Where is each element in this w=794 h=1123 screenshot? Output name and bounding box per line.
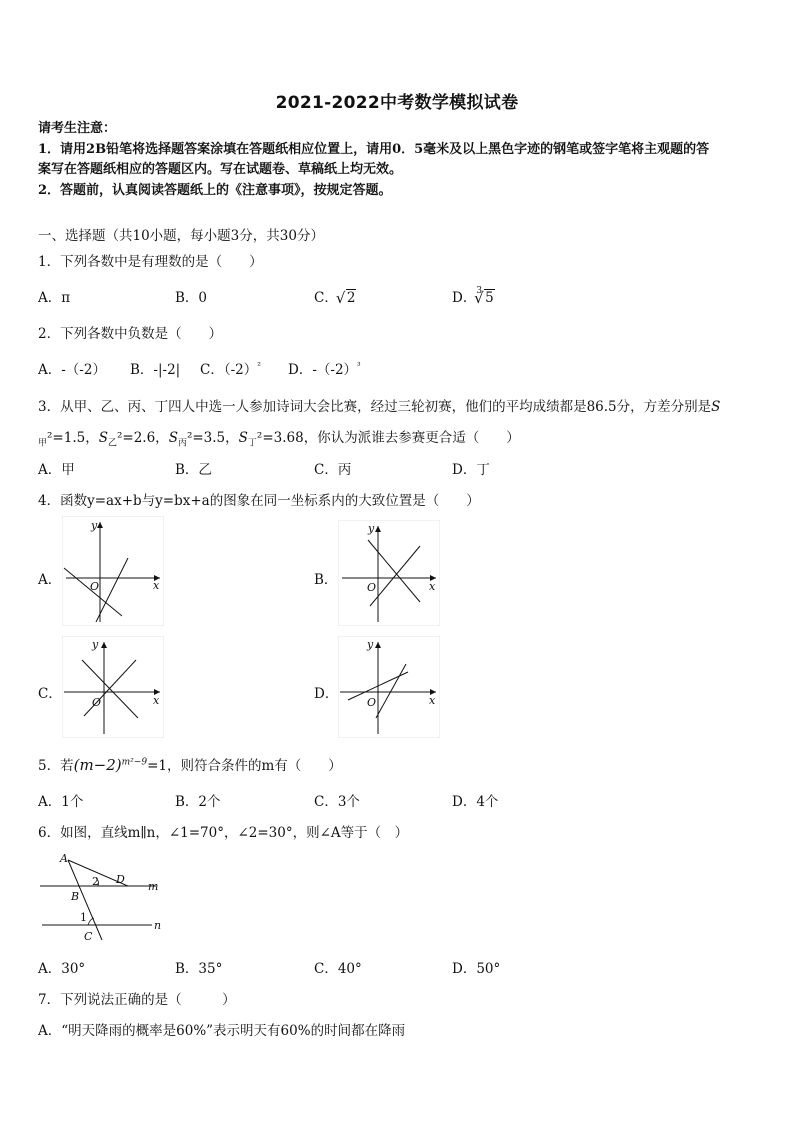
q6-option-d: D．50° [452, 961, 501, 977]
question-7-stem: 7．下列说法正确的是（ ） [38, 992, 236, 1008]
power-exponent: m²−9 [121, 757, 148, 768]
question-3-stem-a: 3．从甲、乙、丙、丁四人中选一人参加诗词大会比赛，经过三轮初赛，他们的平均成绩都是86.5分，方差分别是S [38, 399, 721, 415]
q5-option-c: C．3个 [314, 794, 360, 810]
q1-option-d [452, 286, 495, 306]
angle-2-label: 2 [92, 875, 99, 888]
cube-root-5: √ 5 [476, 290, 495, 306]
q4-graph-b [338, 520, 440, 626]
q3-option-b: B．乙 [175, 462, 212, 478]
q4-label-b: B． [314, 572, 338, 588]
q6-option-b: B．35° [175, 961, 223, 977]
x-axis-label: x [153, 694, 160, 707]
point-a-label: A [60, 852, 68, 865]
origin-label: O [92, 696, 102, 709]
q4-label-c: C． [38, 686, 62, 702]
q1-option-c [314, 286, 356, 306]
q4-graph-c [62, 636, 164, 738]
notice-line-2: 2．答题前，认真阅读答题纸上的《注意事项》，按规定答题。 [38, 183, 392, 198]
point-c-label: C [84, 930, 93, 943]
question-3-stem-b: $_甲$²=1.5，$S_乙^2=2.6$，$S_丙^2=3.5$，$S_丁^2=3.68$，你认为派谁去参赛更合适（ ） [38, 430, 520, 449]
x-axis-label: x [429, 694, 436, 707]
page-title: 2021-2022中考数学模拟试卷 [275, 93, 519, 113]
notice-line-1b: 案写在答题纸相应的答题区内。写在试题卷、草稿纸上均无效。 [38, 162, 403, 177]
q3-option-c: C．丙 [314, 462, 352, 478]
q6-option-a: A．30° [38, 961, 86, 977]
question-2-stem: 2．下列各数中负数是（ ） [38, 326, 223, 342]
question-5-stem: 5．若$(m-2)^{m^2-9}=1$，则符合条件的m有（ ） [38, 756, 342, 774]
power-base: (m−2) [73, 756, 122, 774]
q7-option-a: A．“明天降雨的概率是60%”表示明天有60%的时间都在降雨 [38, 1023, 406, 1039]
point-d-label: D [116, 873, 125, 886]
y-axis-label: y [368, 522, 375, 535]
q1-option-a: A．π [38, 290, 71, 306]
y-axis-label: y [92, 638, 99, 651]
q4-graph-a [62, 516, 164, 626]
question-4-stem: 4．函数y=ax+b与y=bx+a的图象在同一坐标系内的大致位置是（ ） [38, 493, 480, 509]
q6-figure [38, 848, 174, 944]
y-axis-label: y [91, 519, 98, 532]
origin-label: O [90, 580, 100, 593]
point-b-label: B [71, 890, 80, 903]
q4-label-a: A． [38, 572, 62, 588]
sqrt-2: √ 2 [338, 290, 357, 306]
q5-option-a: A．1个 [38, 794, 84, 810]
q6-option-c: C．40° [314, 961, 362, 977]
line-m-label: m [148, 880, 159, 893]
q1-option-d-letter: D． [452, 290, 477, 306]
q1-option-c-letter: C． [314, 290, 338, 306]
q2-option-b: B．-|-2| [130, 362, 181, 378]
notice-heading: 请考生注意： [38, 121, 117, 136]
q5-option-d: D．4个 [452, 794, 499, 810]
x-axis-label: x [429, 580, 436, 593]
q1-option-b: B．0 [175, 290, 208, 306]
q2-option-d: D．$-(-2)^{^3}$ [288, 361, 361, 378]
q3-option-d: D．丁 [452, 462, 490, 478]
q5-option-b: B．2个 [175, 794, 221, 810]
q2-option-a: A．-（-2） [38, 362, 106, 378]
question-6-stem: 6．如图，直线m∥n，∠1=70°，∠2=30°，则∠A等于（ ） [38, 825, 409, 841]
q2-option-c: C．$(-2)^{^2}$ [200, 361, 261, 378]
angle-1-label: 1 [80, 911, 87, 924]
q4-label-d: D． [314, 686, 339, 702]
q4-graph-d [338, 636, 440, 738]
question-1-stem: 1．下列各数中是有理数的是（ ） [38, 254, 263, 270]
cube-root-index: 3 [476, 285, 483, 296]
origin-label: O [367, 696, 377, 709]
x-axis-label: x [153, 579, 160, 592]
y-axis-label: y [367, 638, 374, 651]
q3-option-a: A．甲 [38, 462, 75, 478]
line-n-label: n [154, 919, 162, 932]
notice-line-1a: 1．请用2B铅笔将选择题答案涂填在答题纸相应位置上，请用0．5毫米及以上黑色字迹的钢笔或签字笔将主观题的答 [38, 142, 710, 157]
origin-label: O [367, 581, 377, 594]
section-heading: 一、选择题（共10小题，每小题3分，共30分） [38, 228, 324, 244]
